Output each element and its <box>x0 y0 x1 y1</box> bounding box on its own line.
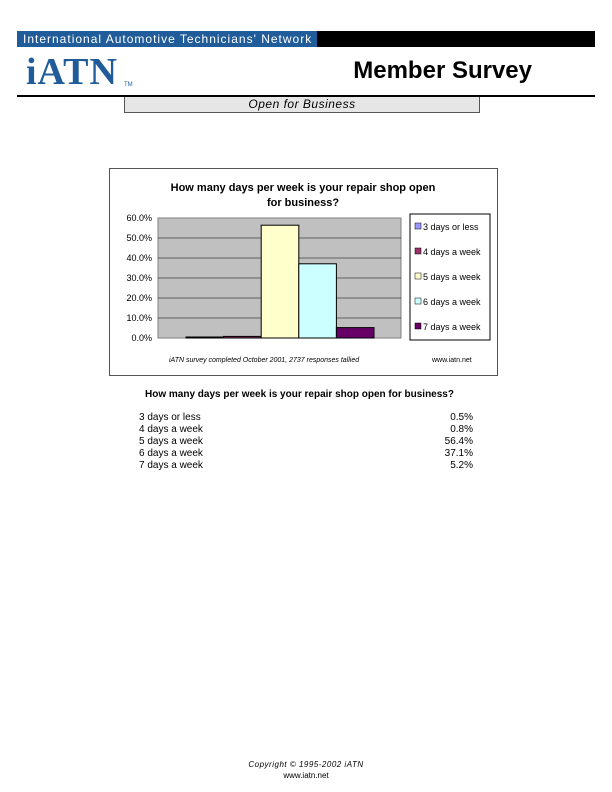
table-row-value: 0.5% <box>450 412 473 423</box>
table-row-label: 7 days a week <box>139 460 203 471</box>
table-row-value: 37.1% <box>444 448 473 459</box>
legend-swatch <box>415 298 421 304</box>
bar <box>186 337 224 338</box>
y-tick-label: 10.0% <box>126 313 152 323</box>
legend-label: 3 days or less <box>423 222 479 232</box>
y-tick-label: 0.0% <box>131 333 152 343</box>
table-row-label: 5 days a week <box>139 436 203 447</box>
table-row-label: 6 days a week <box>139 448 203 459</box>
chart-source: www.iatn.net <box>432 357 472 364</box>
bar-chart <box>110 169 497 375</box>
survey-topic: Open for Business <box>124 97 480 113</box>
y-tick-label: 60.0% <box>126 213 152 223</box>
table-row-label: 4 days a week <box>139 424 203 435</box>
table-row-label: 3 days or less <box>139 412 201 423</box>
org-name: International Automotive Technicians' Network <box>17 31 317 47</box>
legend-swatch <box>415 273 421 279</box>
chart-frame <box>109 168 498 376</box>
legend-label: 7 days a week <box>423 322 481 332</box>
legend-swatch <box>415 323 421 329</box>
chart-title: How many days per week is your repair shop open <box>170 182 436 194</box>
logo-trademark: TM <box>124 82 133 88</box>
page-title: Member Survey <box>353 57 532 84</box>
logo-text: iATN <box>26 51 118 93</box>
legend-label: 5 days a week <box>423 272 481 282</box>
legend-label: 4 days a week <box>423 247 481 257</box>
bar <box>261 225 299 338</box>
table-row-value: 5.2% <box>450 460 473 471</box>
y-tick-label: 30.0% <box>126 273 152 283</box>
bar <box>299 264 337 338</box>
legend-swatch <box>415 223 421 229</box>
y-tick-label: 50.0% <box>126 233 152 243</box>
copyright: Copyright © 1995-2002 iATN <box>248 760 364 769</box>
bar <box>224 336 262 338</box>
y-tick-label: 40.0% <box>126 253 152 263</box>
y-tick-label: 20.0% <box>126 293 152 303</box>
chart-title: for business? <box>266 197 340 209</box>
footer-url: www.iatn.net <box>283 771 329 780</box>
table-title: How many days per week is your repair shop open for business? <box>145 389 454 400</box>
bar <box>336 328 374 338</box>
chart-note: iATN survey completed October 2001, 2737 responses tallied <box>169 357 360 364</box>
table-row-value: 0.8% <box>450 424 473 435</box>
legend-label: 6 days a week <box>423 297 481 307</box>
table-row-value: 56.4% <box>444 436 473 447</box>
iatn-logo <box>26 52 156 92</box>
legend-swatch <box>415 248 421 254</box>
